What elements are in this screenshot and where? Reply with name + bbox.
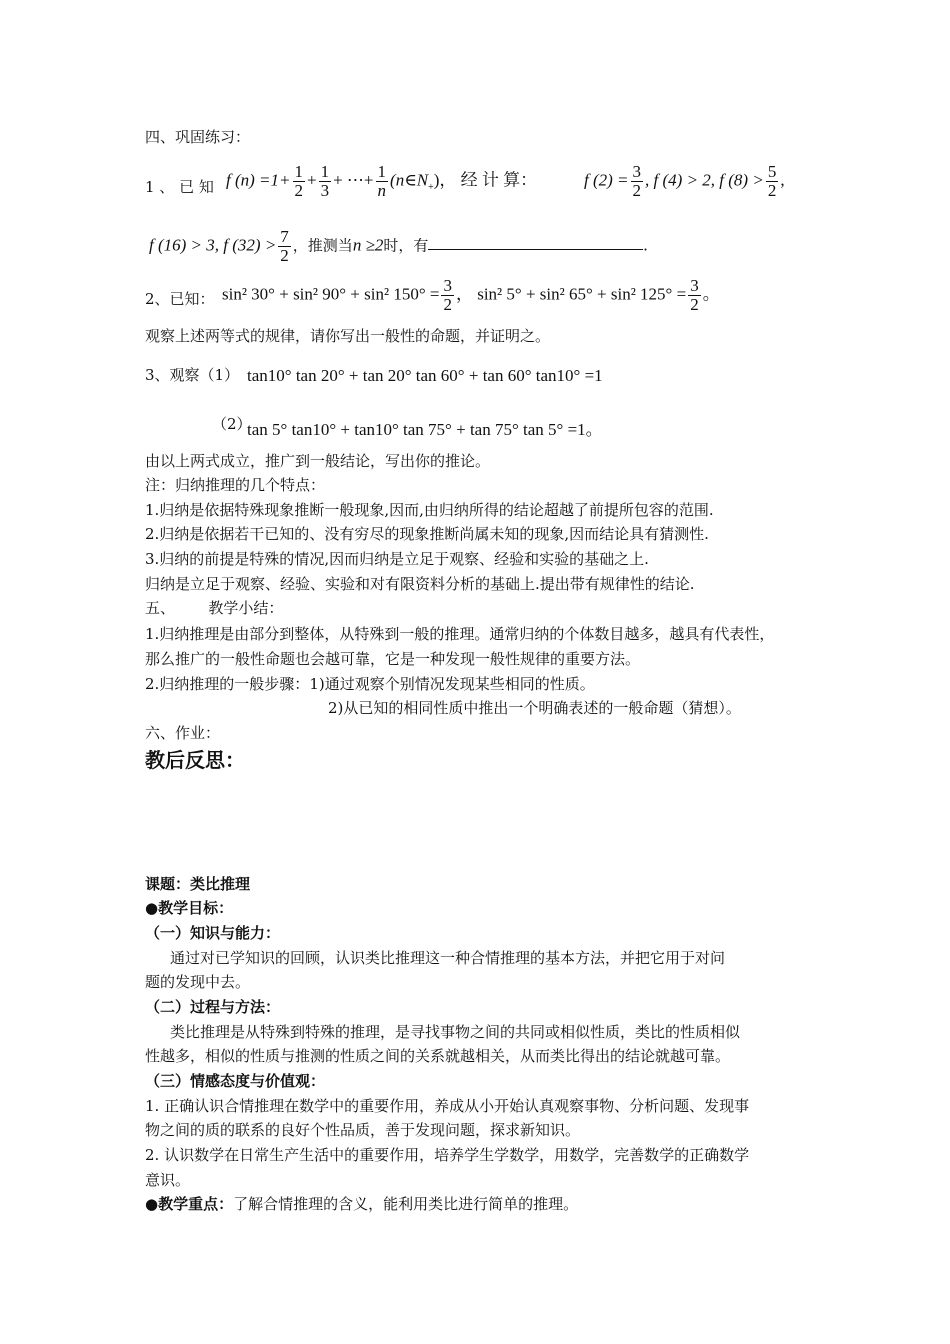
note-title: 注：归纳推理的几个特点： bbox=[145, 476, 326, 494]
summary-line1: 1.归纳推理是由部分到整体，从特殊到一般的推理。通常归纳的个体数目越多，越具有代表性， bbox=[145, 625, 775, 643]
q1-formula: f (n) =1+ $\frac{1}{2}$ + $\frac{1}{3}$ + ⋯+ $\frac{1}{n}$ $(n\in N_+)$， 经 计 算： bbox=[226, 162, 538, 200]
lesson-topic: 课题：类比推理 bbox=[145, 875, 251, 893]
para3-d: 意识。 bbox=[145, 1171, 191, 1189]
section4-title: 四、巩固练习： bbox=[145, 128, 251, 146]
q2-line2: 观察上述两等式的规律，请你写出一般性的命题，并证明之。 bbox=[145, 327, 551, 345]
heading-knowledge: （一）知识与能力： bbox=[145, 924, 281, 942]
key-point-label: ●教学重点： bbox=[145, 1195, 234, 1213]
teaching-goal: ●教学目标： bbox=[145, 899, 234, 917]
section5-title: 五、 教学小结： bbox=[145, 599, 284, 617]
frac-3-2-c: $\frac{3}{2}$ bbox=[690, 276, 699, 314]
para1-a: 通过对已学知识的回顾，认识类比推理这一种合情推理的基本方法，并把它用于对问 bbox=[170, 949, 726, 967]
summary-line2: 那么推广的一般性命题也会越可靠，它是一种发现一般性规律的重要方法。 bbox=[145, 650, 641, 668]
note-2: 2.归纳是依据若干已知的、没有穷尽的现象推断尚属未知的现象,因而结论具有猜测性. bbox=[145, 525, 709, 543]
heading-process: （二）过程与方法： bbox=[145, 998, 281, 1016]
frac-1-n: $\frac{1}{n}$ bbox=[377, 162, 387, 200]
frac-3-2-b: $\frac{3}{2}$ bbox=[443, 276, 452, 314]
note-1: 1.归纳是依据特殊现象推断一般现象,因而,由归纳所得的结论超越了前提所包容的范围. bbox=[145, 501, 714, 519]
frac-1-3: $\frac{1}{3}$ bbox=[320, 162, 330, 200]
reflection-title: 教后反思： bbox=[145, 748, 245, 772]
q1-calc: f (2) = $\frac{3}{2}$ , f (4) > 2, f (8) > $\frac{5}{2}$ , bbox=[584, 162, 785, 200]
para3-a: 1. 正确认识合情推理在数学中的重要作用，养成从小开始认真观察事物、分析问题、发现事 bbox=[145, 1097, 750, 1115]
q1-prefix: 1 、 已 知 bbox=[145, 178, 214, 196]
key-point-text: 了解合情推理的含义，能利用类比进行简单的推理。 bbox=[233, 1195, 579, 1213]
note-3: 3.归纳的前提是特殊的情况,因而归纳是立足于观察、经验和实验的基础之上. bbox=[145, 550, 649, 568]
frac-7-2: $\frac{7}{2}$ bbox=[280, 227, 289, 265]
para1-b: 题的发现中去。 bbox=[145, 973, 251, 991]
frac-5-2: $\frac{5}{2}$ bbox=[767, 162, 777, 200]
para2-a: 类比推理是从特殊到特殊的推理，是寻找事物之间的共同或相似性质，类比的性质相似 bbox=[170, 1023, 741, 1041]
summary-line4: 2)从已知的相同性质中推出一个明确表述的一般命题（猜想）。 bbox=[328, 699, 741, 717]
q3-eq1: tan10° tan 20° + tan 20° tan 60° + tan 60° tan10° =1 bbox=[247, 366, 603, 385]
para2-b: 性越多，相似的性质与推测的性质之间的关系就越相关，从而类比得出的结论就越可靠。 bbox=[145, 1047, 731, 1065]
q2-formula: sin² 30° + sin² 90° + sin² 150° = $\frac{3}{2}$ ， sin² 5° + sin² 65° + sin² 125° = $\frac{3}{2}$ 。 bbox=[222, 276, 720, 314]
summary-line3: 2.归纳推理的一般步骤：1)通过观察个别情况发现某些相同的性质。 bbox=[145, 675, 595, 693]
q1-line2: f (16) > 3, f (32) > $\frac{7}{2}$ ，推测当n ≥2时，有 . bbox=[149, 227, 648, 265]
frac-1-2: $\frac{1}{2}$ bbox=[294, 162, 303, 200]
answer-blank bbox=[428, 235, 643, 250]
frac-3-2: $\frac{3}{2}$ bbox=[632, 162, 642, 200]
note-4: 归纳是立足于观察、经验、实验和对有限资料分析的基础上.提出带有规律性的结论. bbox=[145, 575, 695, 593]
q3-eq2: tan 5° tan10° + tan10° tan 75° + tan 75° tan 5° =1。 bbox=[247, 420, 603, 439]
key-point bbox=[145, 1194, 578, 1214]
q1-lhs: f (n) =1+ bbox=[226, 170, 291, 190]
q3-prefix2: （2） bbox=[212, 415, 252, 433]
q2-prefix: 2、已知： bbox=[145, 290, 215, 308]
para3-c: 2. 认识数学在日常生产生活中的重要作用，培养学生学数学，用数学，完善数学的正确数学 bbox=[145, 1146, 750, 1164]
section6-title: 六、作业： bbox=[145, 724, 221, 742]
q3-line3: 由以上两式成立，推广到一般结论，写出你的推论。 bbox=[145, 452, 491, 470]
para3-b: 物之间的质的联系的良好个性品质，善于发现问题，探求新知识。 bbox=[145, 1121, 581, 1139]
q3-prefix: 3、观察（1） bbox=[145, 366, 240, 384]
heading-attitude: （三）情感态度与价值观： bbox=[145, 1072, 326, 1090]
